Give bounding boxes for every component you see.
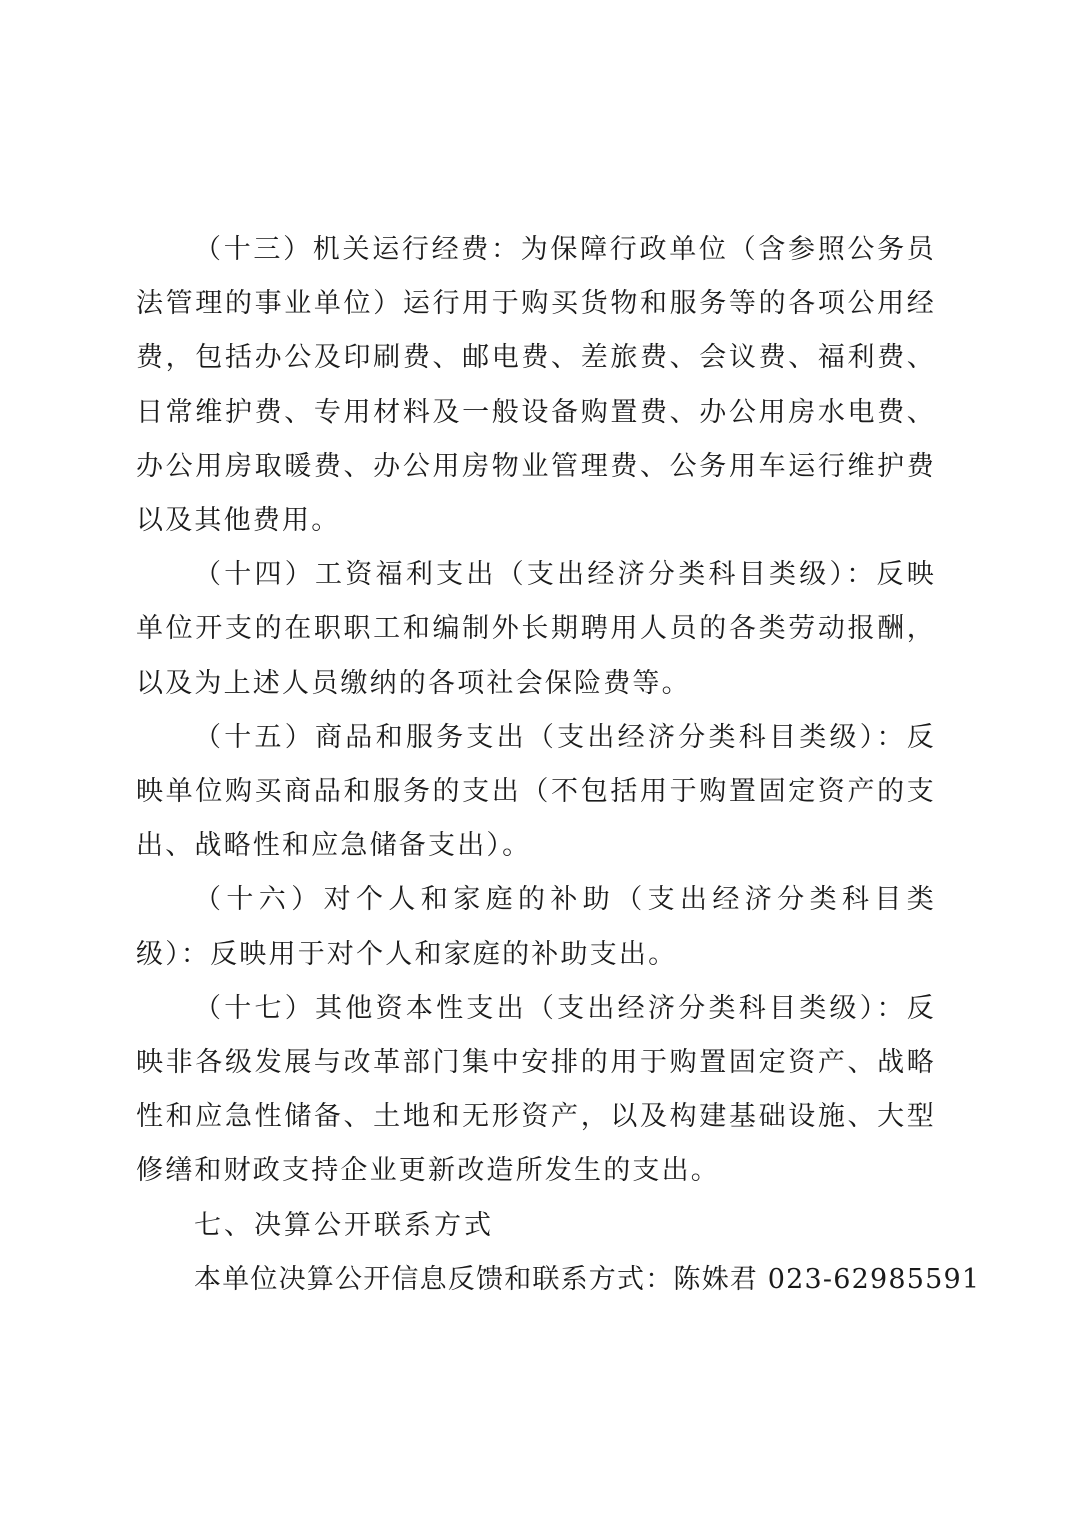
paragraph-14-wage-welfare: （十四）工资福利支出（支出经济分类科目类级）：反映单位开支的在职职工和编制外长期聘用人员的各类劳动报酬，以及为上述人员缴纳的各项社会保险费等。: [136, 559, 936, 699]
section-heading-contact: 七、决算公开联系方式: [194, 1209, 494, 1241]
document-body: [136, 223, 981, 1307]
paragraph-13-operating-expenses: （十三）机关运行经费：为保障行政单位（含参照公务员法管理的事业单位）运行用于购买货物和服务等的各项公用经费，包括办公及印刷费、邮电费、差旅费、会议费、福利费、日常维护费、专用材料及一般设备购置费、办公用房水电费、办公用房取暖费、办公用房物业管理费、公务用车运行维护费以及其他费用。: [136, 234, 936, 537]
paragraph-16-household-subsidy: （十六）对个人和家庭的补助（支出经济分类科目类级）：反映用于对个人和家庭的补助支出。: [136, 884, 936, 970]
paragraph-15-goods-services: （十五）商品和服务支出（支出经济分类科目类级）：反映单位购买商品和服务的支出（不包括用于购置固定资产的支出、战略性和应急储备支出）。: [136, 721, 936, 862]
contact-info: 本单位决算公开信息反馈和联系方式：陈姝君 023-62985591: [194, 1263, 981, 1295]
paragraph-17-other-capital: （十七）其他资本性支出（支出经济分类科目类级）：反映非各级发展与改革部门集中安排的用于购置固定资产、战略性和应急性储备、土地和无形资产，以及构建基础设施、大型修缮和财政支持企业更新改造所发生的支出。: [136, 992, 936, 1187]
